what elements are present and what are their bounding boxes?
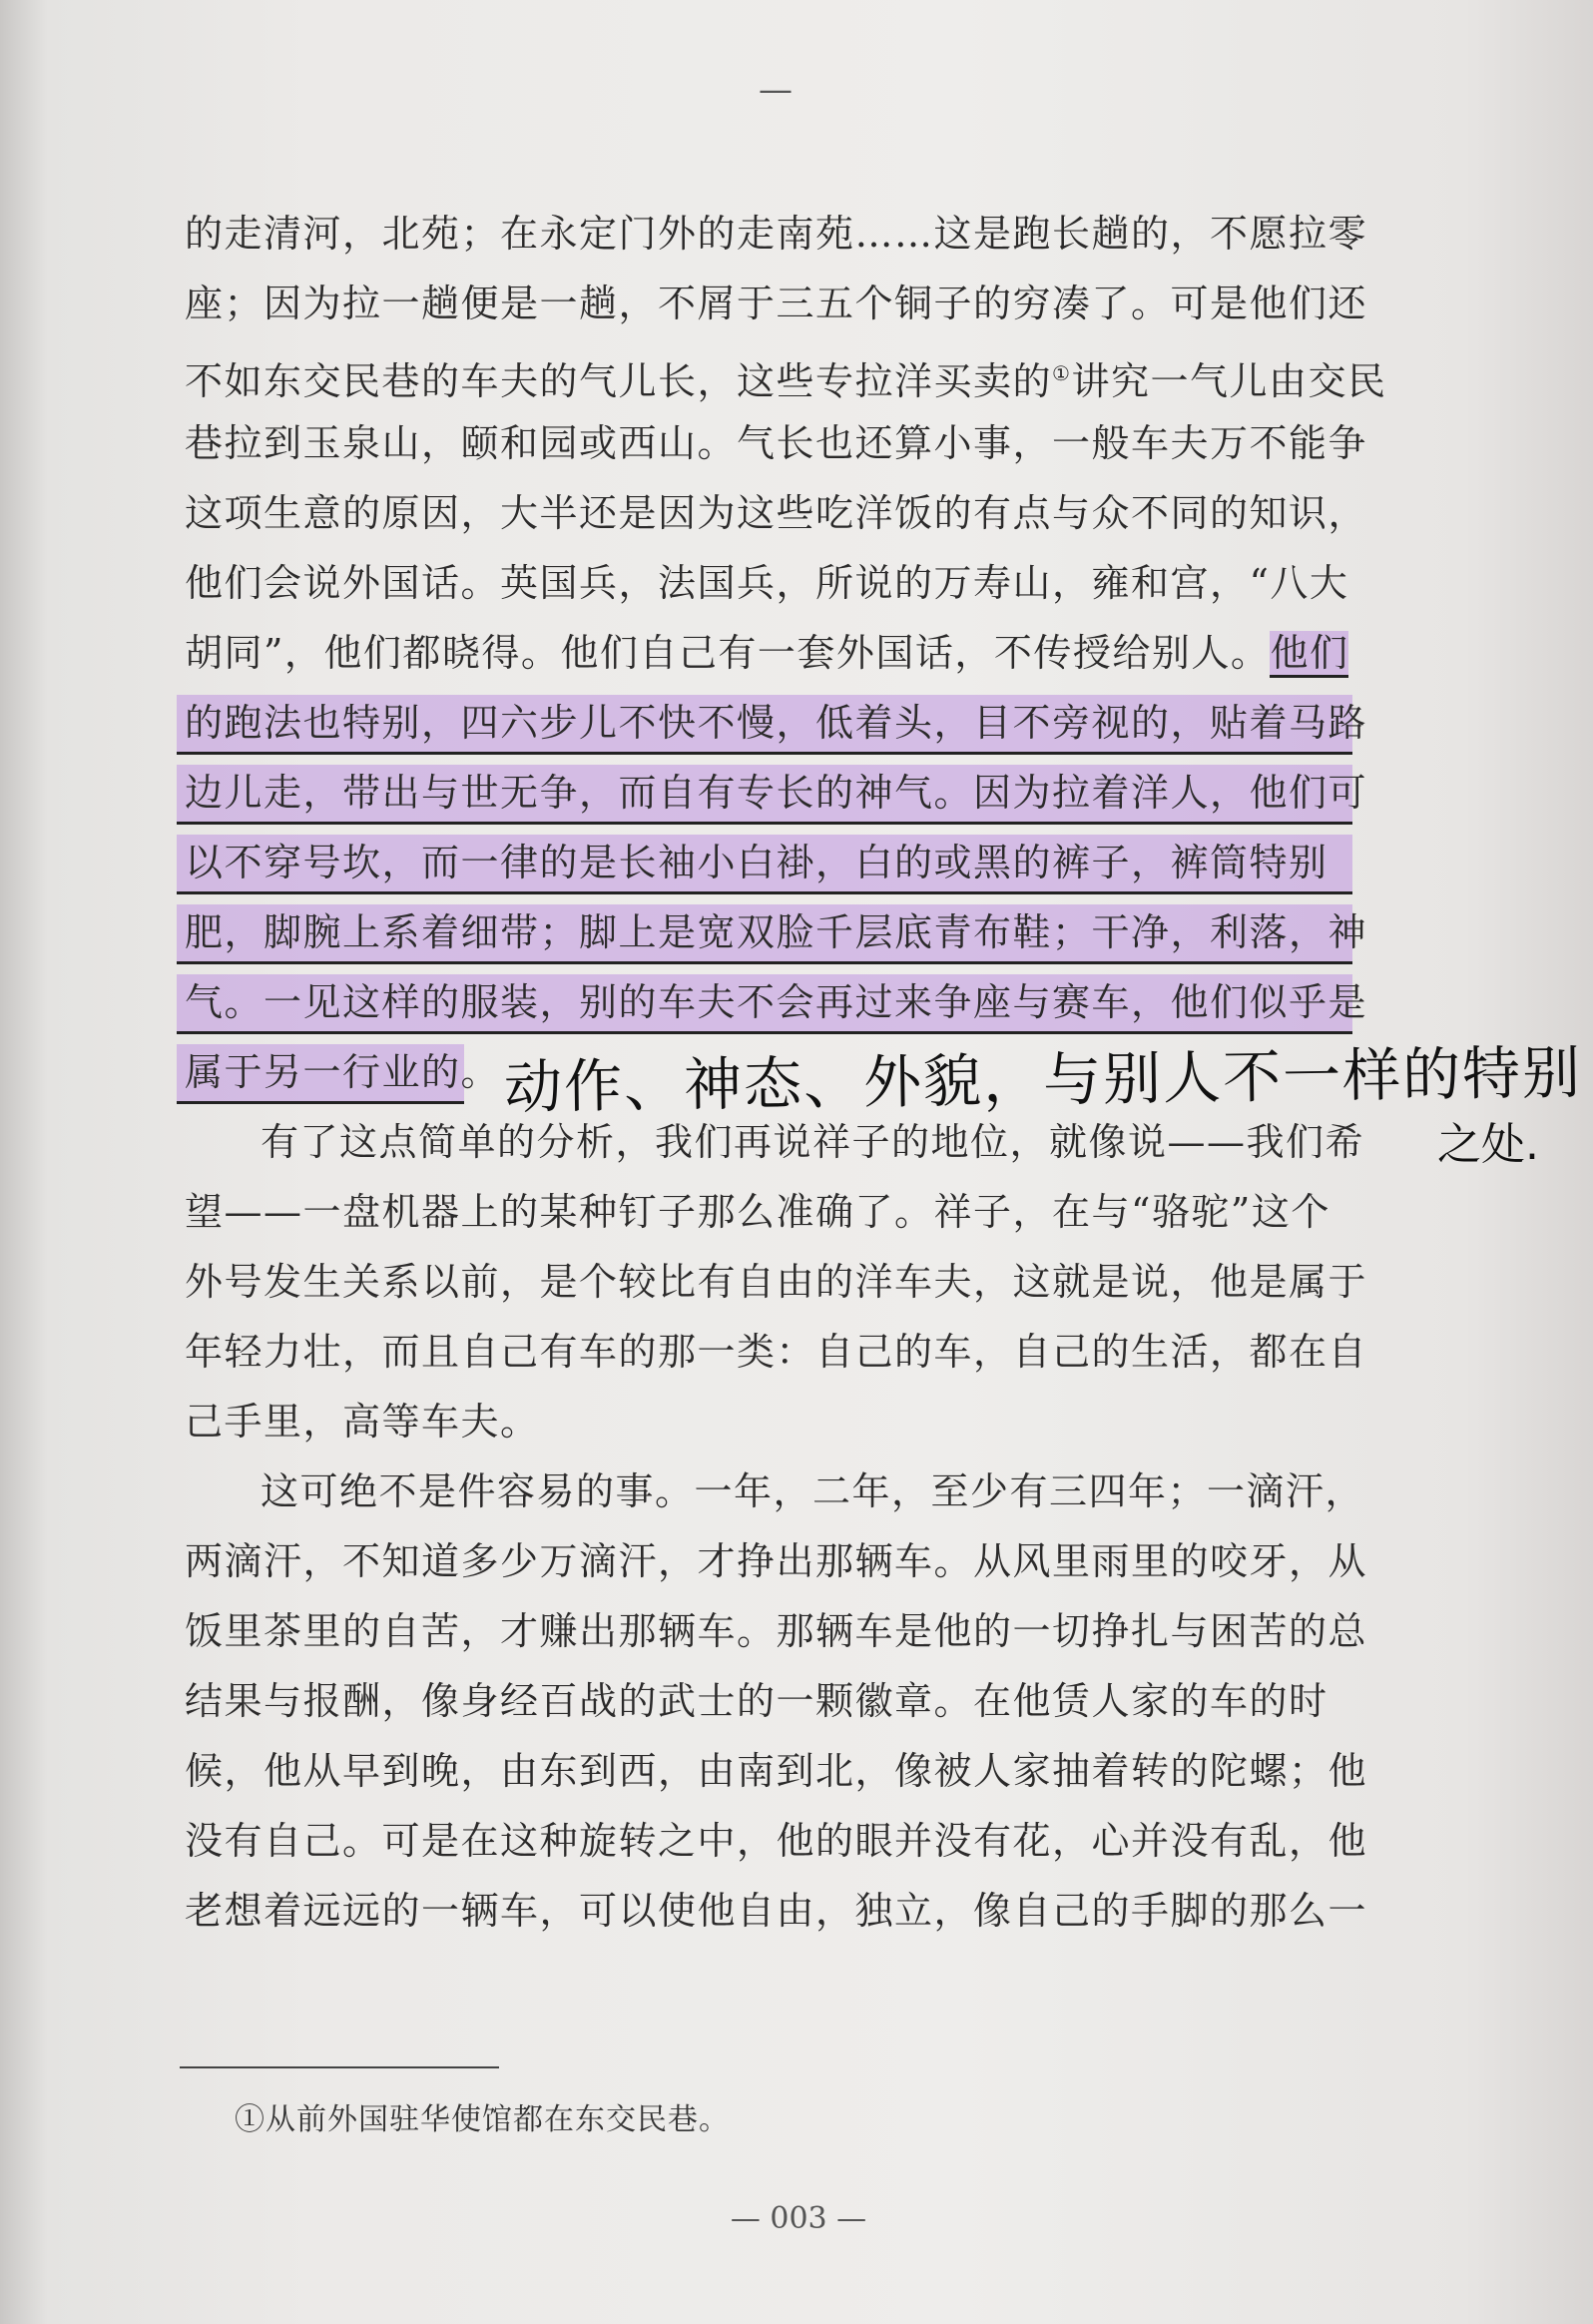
footnote-divider <box>180 2066 499 2068</box>
handwritten-annotation: 动作、神态、外貌，与别人不一样的特别 <box>503 1038 1583 1122</box>
page-top-mark: — <box>759 70 793 110</box>
text-line: 己手里，高等车夫。 <box>185 1400 540 1444</box>
text-line: 不如东交民巷的车夫的气儿长，这些专拉洋买卖的①讲究一气儿由交民 <box>185 358 1387 403</box>
text-line: 饭里茶里的自苦，才赚出那辆车。那辆车是他的一切挣扎与困苦的总 <box>185 1609 1368 1653</box>
highlighted-line: 边儿走，带出与世无争，而自有专长的神气。因为拉着洋人，他们可 <box>185 759 1352 827</box>
highlighted-line: 肥，脚腕上系着细带；脚上是宽双脸千层底青布鞋；干净，利落，神 <box>185 898 1352 966</box>
page-number: — 003 — <box>730 2201 867 2236</box>
highlighted-text: 他们 <box>1270 631 1348 678</box>
footnote-marker: ① <box>1052 361 1072 385</box>
text-line: 外号发生关系以前，是个较比有自由的洋车夫，这就是说，他是属于 <box>185 1260 1368 1304</box>
text-line: 两滴汗，不知道多少万滴汗，才挣出那辆车。从风里雨里的咬牙，从 <box>185 1539 1368 1583</box>
text-line: 的走清河，北苑；在永定门外的走南苑……这是跑长趟的，不愿拉零 <box>185 212 1368 256</box>
handwritten-annotation-continued: 之处. <box>1437 1119 1539 1170</box>
text-line: 年轻力壮，而且自己有车的那一类：自己的车，自己的生活，都在自 <box>185 1330 1368 1374</box>
text-line: 他们会说外国话。英国兵，法国兵，所说的万寿山，雍和宫，“八大 <box>185 561 1349 605</box>
highlighted-line: 的跑法也特别，四六步儿不快不慢，低着头，目不旁视的，贴着马路 <box>185 689 1352 757</box>
text-line: 没有自己。可是在这种旋转之中，他的眼并没有花，心并没有乱，他 <box>185 1819 1368 1863</box>
text-line: 这项生意的原因，大半还是因为这些吃洋饭的有点与众不同的知识， <box>185 491 1368 535</box>
text-line: 胡同”，他们都晓得。他们自己有一套外国话，不传授给别人。他们 <box>185 619 1352 687</box>
highlighted-line: 气。一见这样的服装，别的车夫不会再过来争座与赛车，他们似乎是 <box>185 968 1352 1036</box>
text-line: 候，他从早到晚，由东到西，由南到北，像被人家抽着转的陀螺；他 <box>185 1749 1368 1793</box>
highlighted-line: 属于另一行业的。 <box>185 1038 464 1106</box>
paragraph-start: 这可绝不是件容易的事。一年，二年，至少有三四年；一滴汗， <box>261 1469 1365 1513</box>
text-line: 老想着远远的一辆车，可以使他自由，独立，像自己的手脚的那么一 <box>185 1889 1368 1933</box>
footnote: ①从前外国驻华使馆都在东交民巷。 <box>235 2102 730 2137</box>
text-line: 望——一盘机器上的某种钉子那么准确了。祥子，在与“骆驼”这个 <box>185 1190 1330 1234</box>
highlighted-line: 以不穿号坎，而一律的是长袖小白褂，白的或黑的裤子，裤筒特别 <box>185 829 1352 896</box>
text-line: 结果与报酬，像身经百战的武士的一颗徽章。在他赁人家的车的时 <box>185 1679 1328 1723</box>
paragraph-start: 有了这点简单的分析，我们再说祥子的地位，就像说——我们希 <box>261 1120 1365 1164</box>
text-line: 巷拉到玉泉山，颐和园或西山。气长也还算小事，一般车夫万不能争 <box>185 421 1368 465</box>
text-line: 座；因为拉一趟便是一趟，不屑于三五个铜子的穷凑了。可是他们还 <box>185 282 1368 325</box>
